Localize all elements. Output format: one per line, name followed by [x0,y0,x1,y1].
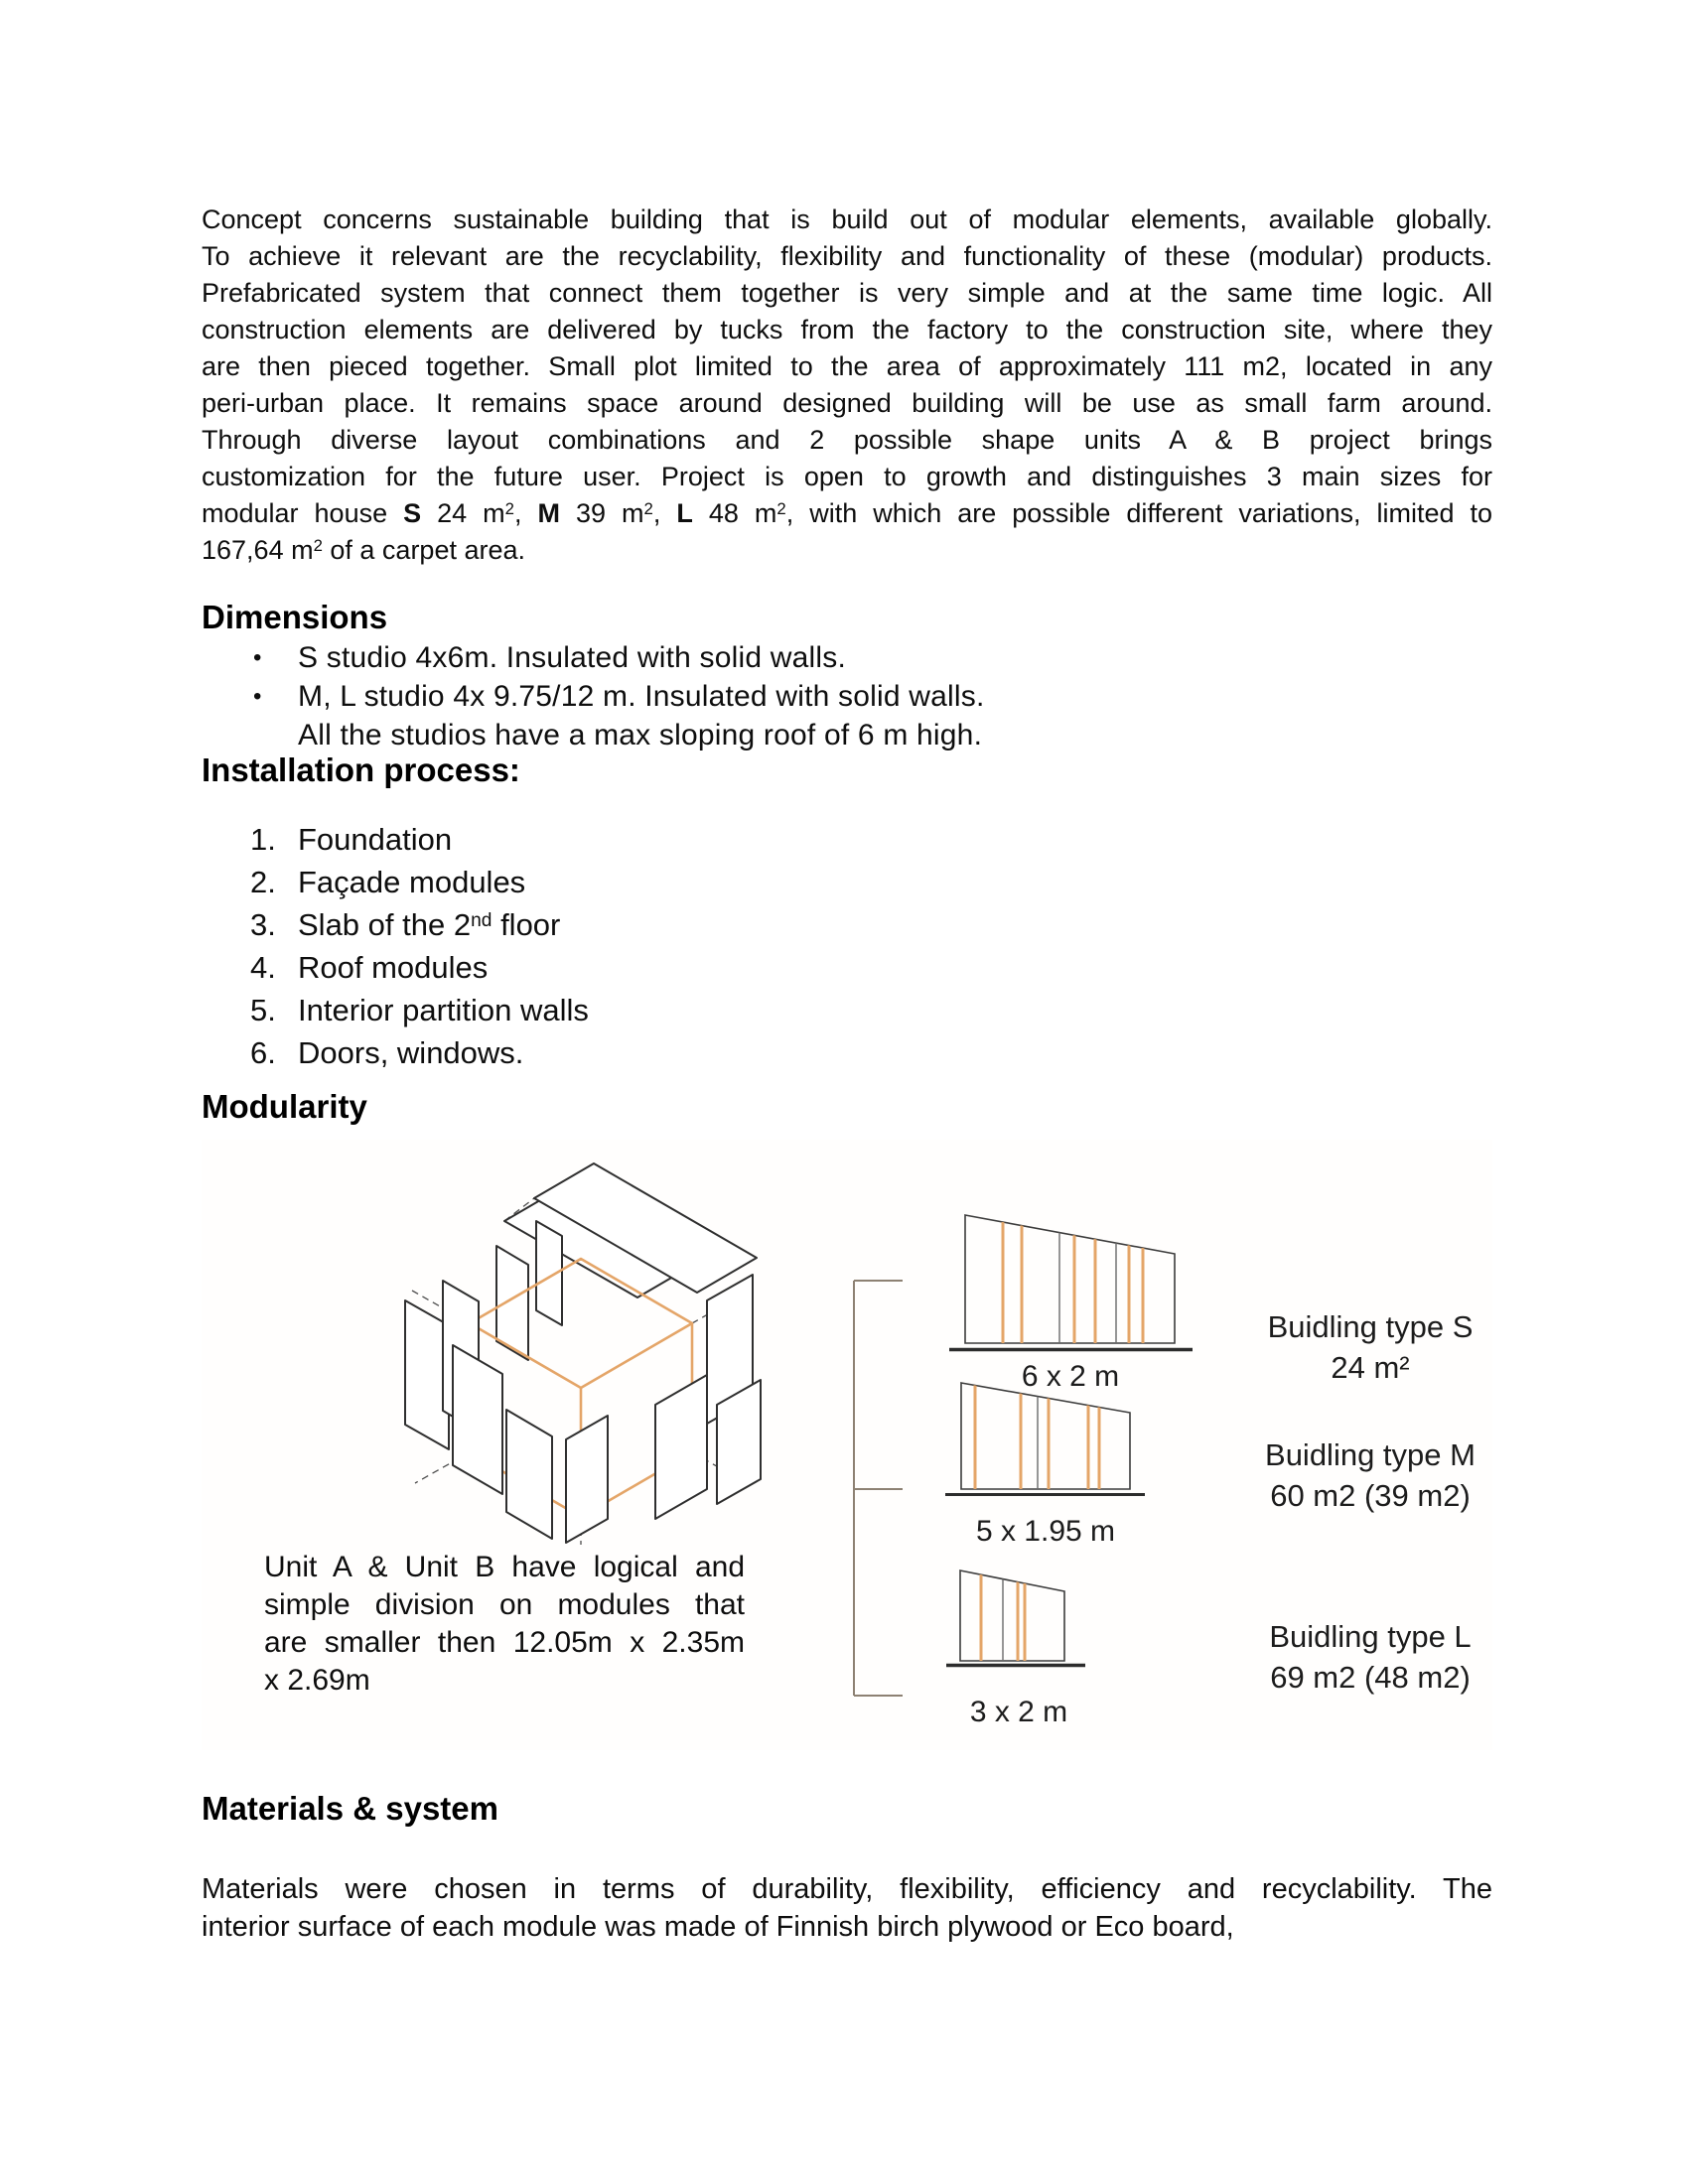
heading-installation: Installation process: [202,751,520,788]
intro-line: peri-urban place. It remains space around designed building will be use as small farm around. [202,388,1492,418]
building-area: 60 m2 (39 m2) [1270,1478,1471,1513]
wall-module-panel [655,1375,707,1519]
heading-modularity: Modularity [202,1088,367,1125]
step-label: Foundation [298,822,453,857]
building-name: Buidling type L [1269,1619,1472,1654]
step-number: 1. [250,822,276,857]
diagram-m-size-label: 5 x 1.95 m [975,1515,1116,1548]
facade-hatch-panel [961,1383,1130,1489]
bullet-item [253,716,1484,754]
materials-line: interior surface of each module was made of Finnish birch plywood or Eco board, [202,1911,1234,1943]
building-l-diagram [943,1567,1094,1672]
heading-dimensions: Dimensions [202,599,388,635]
step-number: 4. [250,950,276,985]
intro-line: modular house S 24 $m^2$, M 39 $m^2$, L 48 $m^2$, with which are possible different variations, limited to [202,498,1493,528]
facade-hatch-panel [960,1570,1064,1661]
step-label: Façade modules [298,865,526,899]
building-area: 69 m2 (48 m2) [1270,1660,1471,1695]
bullet-dot-icon: • [253,644,262,671]
bullet-item [253,638,1484,677]
building-s-info [1152,1306,1589,1388]
building-area: 24 m² [1331,1350,1410,1385]
intro-line: Through diverse layout combinations and 2 possible shape units A & B project brings [202,425,1492,455]
step-item [250,1031,1481,1074]
intro-line: 167,64 $m^2$ of a carpet area. [202,535,526,565]
intro-line: Concept concerns sustainable building that is build out of modular elements, available globally. [202,205,1492,234]
building-name: Buidling type S [1267,1309,1474,1344]
wall-module-panel [506,1410,552,1539]
step-item [250,989,1481,1031]
step-number: 5. [250,993,276,1027]
bullet-dot-icon: • [253,683,262,710]
step-label: Doors, windows. [298,1035,524,1070]
step-label: Interior partition walls [298,993,589,1027]
bullet-text: S studio 4x6m. Insulated with solid walls. [298,641,846,674]
building-name: Buidling type M [1265,1437,1476,1472]
caption-line: Unit A & Unit B have logical and [264,1551,745,1583]
wall-module-panel [453,1345,502,1494]
heading-materials: Materials & system [202,1790,498,1827]
step-number: 6. [250,1035,276,1070]
building-m-diagram [943,1378,1148,1499]
caption-line: are smaller then 12.05m x 2.35m [264,1626,745,1659]
step-label: Slab of the 2nd floor [298,907,561,942]
caption-line: x 2.69m [264,1664,370,1697]
isometric-module-drawing [357,1152,804,1547]
facade-accent-planks [981,1567,1025,1672]
step-item [250,946,1481,989]
intro-line: Prefabricated system that connect them together is very simple and at the same time logic. All [202,278,1492,308]
caption-line: simple division on modules that [264,1588,745,1621]
step-item [250,818,1481,861]
bullet-dot-icon [253,716,298,754]
intro-line: customization for the future user. Project is open to growth and distinguishes 3 main sizes for [202,462,1492,491]
step-number: 2. [250,865,276,899]
materials-line: Materials were chosen in terms of durability, flexibility, efficiency and recyclability. The [202,1873,1492,1905]
building-l-info [1152,1616,1589,1698]
intro-line: To achieve it relevant are the recyclability, flexibility and functionality of these (modular) products. [202,241,1492,271]
intro-line: are then pieced together. Small plot limited to the area of approximately 111 m2, located in any [202,351,1492,381]
diagram-s-size-label: 6 x 2 m [1021,1360,1120,1393]
wall-module-panel [566,1416,608,1543]
size-bracket [846,1276,908,1705]
installation-step-list [202,818,1481,1074]
intro-line: construction elements are delivered by tucks from the factory to the construction site, where they [202,315,1492,344]
step-label: Roof modules [298,950,489,985]
figure-caption [264,1549,745,1700]
facade-accent-planks [1003,1206,1143,1357]
bullet-text: M, L studio 4x 9.75/12 m. Insulated with solid walls. [298,680,985,713]
step-item [250,903,1481,946]
bullet-item [253,677,1484,716]
bullet-text: All the studios have a max sloping roof of 6 m high. [298,719,983,751]
materials-paragraph [202,1870,1492,1946]
diagram-l-size-label: 3 x 2 m [969,1696,1068,1728]
step-item [250,861,1481,903]
intro-paragraph [202,202,1492,569]
step-number: 3. [250,907,276,942]
building-m-info [1152,1434,1589,1516]
modularity-figure [202,1140,1492,1750]
dimensions-bullet-list [202,638,1484,754]
